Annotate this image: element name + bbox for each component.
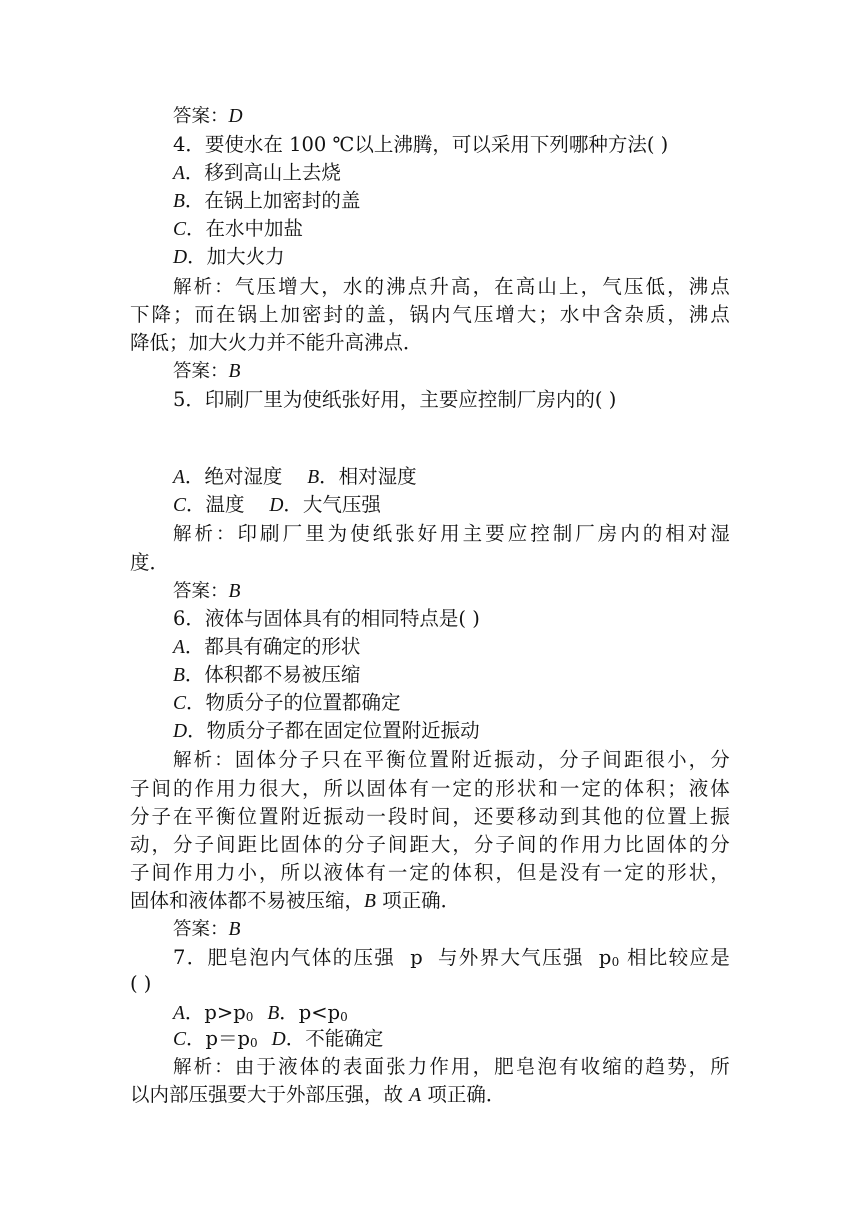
answer-label: 答案：	[173, 106, 229, 127]
q6-option-d: D．物质分子都在固定位置附近振动	[173, 719, 480, 742]
analysis-label: 解析：	[173, 277, 235, 298]
analysis-label: 解析：	[173, 524, 238, 545]
q4-analysis-line-1: 解析：气压增大，水的沸点升高，在高山上，气压低，沸点	[173, 275, 730, 298]
q6-option-b: B．体积都不易被压缩	[173, 663, 361, 686]
q4-option-b: B．在锅上加密封的盖	[173, 189, 361, 212]
q6-option-c: C．物质分子的位置都确定	[173, 691, 401, 714]
q7-analysis-line-2: 以内部压强要大于外部压强，故 A 项正确．	[130, 1083, 506, 1106]
question-4: 4．要使水在 100 ℃以上沸腾，可以采用下列哪种方法( )	[173, 133, 669, 156]
answer-line-3	[173, 102, 730, 130]
analysis-label: 解析：	[173, 750, 235, 771]
answer-label: 答案：	[173, 361, 229, 382]
q6-option-a: A．都具有确定的形状	[173, 635, 361, 658]
q7-options-ab: A．$p>p_0$ B．$p<p_0$	[173, 1001, 348, 1024]
q4-option-a: A．移到高山上去烧	[173, 161, 341, 184]
q5-analysis-line-2: 度．	[130, 551, 170, 574]
question-7-line-2: ( )	[130, 972, 152, 995]
q4-option-d: D．加大火力	[173, 245, 285, 268]
q5-options-cd: C．温度 D．大气压强	[173, 493, 381, 516]
analysis-label: 解析：	[173, 1057, 235, 1078]
q6-analysis-line-3: 分子在平衡位置附近振动一段时间，还要移动到其他的位置上振	[130, 805, 730, 828]
q6-analysis-line-6: 固体和液体都不易被压缩，B 项正确．	[130, 889, 461, 912]
q7-analysis-line-1: 解析：由于液体的表面张力作用，肥皂泡有收缩的趋势，所	[173, 1055, 730, 1078]
q6-analysis-line-4: 动，分子间距比固体的分子间距大，分子间的作用力比固体的分	[130, 833, 730, 856]
answer-value: B	[228, 361, 241, 382]
answer-label: 答案：	[173, 581, 229, 602]
q4-answer	[173, 357, 730, 385]
q6-answer	[173, 915, 730, 943]
q6-analysis-line-1: 解析：固体分子只在平衡位置附近振动，分子间距很小，分	[173, 748, 730, 771]
question-6: 6．液体与固体具有的相同特点是( )	[173, 607, 480, 630]
answer-label: 答案：	[173, 919, 229, 940]
q7-options-cd: C．$p=p_0$ D．不能确定	[173, 1027, 384, 1050]
q5-options-ab: A．绝对湿度 B．相对湿度	[173, 465, 417, 488]
q5-analysis-line-1: 解析：印刷厂里为使纸张好用主要应控制厂房内的相对湿	[173, 522, 730, 545]
q4-analysis-line-2: 下降；而在锅上加密封的盖，锅内气压增大；水中含杂质，沸点	[130, 303, 730, 326]
q4-option-c: C．在水中加盐	[173, 217, 304, 240]
question-5: 5．印刷厂里为使纸张好用，主要应控制厂房内的( )	[173, 388, 617, 411]
answer-value: B	[228, 919, 241, 940]
q6-analysis-line-5: 子间作用力小，所以液体有一定的体积，但是没有一定的形状，	[130, 861, 730, 884]
answer-value: B	[228, 581, 241, 602]
question-7-line-1: 7．肥皂泡内气体的压强 p 与外界大气压强 $p_0$ 相比较应是	[173, 946, 730, 969]
q4-analysis-line-3: 降低；加大火力并不能升高沸点．	[130, 331, 423, 354]
q6-analysis-line-2: 子间的作用力很大，所以固体有一定的形状和一定的体积；液体	[130, 777, 730, 800]
q5-answer	[173, 577, 730, 605]
answer-value: D	[228, 106, 243, 127]
